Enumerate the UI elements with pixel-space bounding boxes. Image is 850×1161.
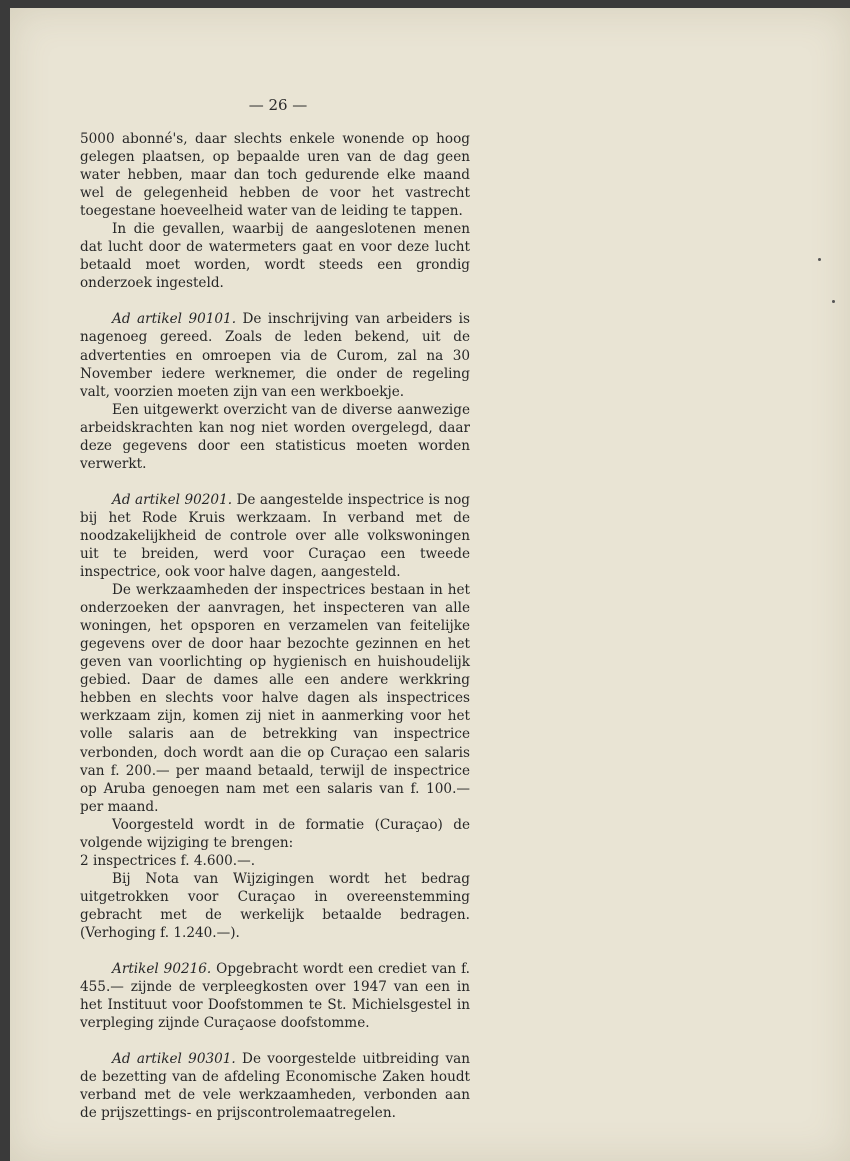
paragraph-ad-90201	[80, 491, 470, 581]
article-heading: Ad artikel 90101.	[112, 311, 237, 328]
document-page	[10, 8, 850, 1161]
paragraph-1: 5000 abonné's, daar slechts enkele wonende op hoog gelegen plaatsen, op bepaalde uren van de dag geen water hebben, maar dan toch gedurende elke maand wel de gelegenheid hebben de voor het vastrecht toegestane hoeveelheid water van de leiding te tappen.	[80, 131, 470, 220]
paragraph-2: In die gevallen, waarbij de aangeslotenen menen dat lucht door de watermeters gaat en voor deze lucht betaald moet worden, wordt steeds een grondig onderzoek ingesteld.	[80, 221, 470, 292]
paragraph-art-90216	[80, 960, 470, 1032]
paragraph-text: De voorgestelde uitbreiding van de bezetting van de afdeling Economische Zaken houdt verband met de vele werkzaamheden, verbonden aan de prijszettings- en prijscontrolemaatregelen.	[80, 1051, 470, 1122]
paragraph-4: Een uitgewerkt overzicht van de diverse aanwezige arbeidskrachten kan nog niet worden overgelegd, daar deze gegevens door een statisticus moeten worden verwerkt.	[80, 401, 470, 472]
speck	[832, 300, 835, 303]
paragraph-ad-90101	[80, 310, 470, 400]
paragraph-9: Bij Nota van Wijzigingen wordt het bedrag uitgetrokken voor Curaçao in overeenstemming gebracht met de werkelijk betaalde bedragen. (Verhoging f. 1.240.—).	[80, 870, 470, 941]
paragraph-text: Opgebracht wordt een crediet van f. 455.— zijnde de verpleegkosten over 1947 van een in het Instituut voor Doofstommen te St. Michielsgestel in verpleging zijnde Curaçaose doofstomme.	[80, 961, 470, 1032]
article-heading: Ad artikel 90301.	[112, 1051, 236, 1068]
article-heading: Ad artikel 90201.	[112, 491, 233, 508]
body-text	[80, 130, 470, 1122]
speck	[818, 258, 821, 261]
paragraph-6: De werkzaamheden der inspectrices bestaan in het onderzoeken der aanvragen, het inspecteren van alle woningen, het opsporen en verzamelen van feitelijke gegevens over de door haar bezochte gezinnen en het geven van voorlichting op hygienisch en huishoudelijk gebied. Daar de dames alle een andere werkkring hebben en slechts voor halve dagen als inspectrices werkzaam zijn, komen zij niet in aanmerking voor het volle salaris aan de betrekking van inspectrice verbonden, doch wordt aan die op Curaçao een salaris van f. 200.— per maand betaald, terwijl de inspectrice op Aruba genoegen nam met een salaris van f. 100.— per maand.	[80, 582, 470, 815]
article-heading: Artikel 90216.	[112, 961, 212, 978]
paragraph-8: 2 inspectrices f. 4.600.—.	[80, 852, 256, 869]
paragraph-text: De aangestelde inspectrice is nog bij het Rode Kruis werkzaam. In verband met de noodzakelijkheid de controle over alle volkswoningen uit te breiden, werd voor Curaçao een tweede inspectrice, ook voor halve dagen, aangesteld.	[80, 491, 470, 581]
page-number: — 26 —	[248, 96, 308, 114]
paragraph-7: Voorgesteld wordt in de formatie (Curaçao) de volgende wijziging te brengen:	[80, 816, 470, 851]
paragraph-ad-90301	[80, 1050, 470, 1122]
paragraph-text: De inschrijving van arbeiders is nagenoeg gereed. Zoals de leden bekend, uit de advertenties en omroepen via de Curom, zal na 30 November iedere werknemer, die onder de regeling valt, voorzien moeten zijn van een werkboekje.	[80, 311, 470, 400]
